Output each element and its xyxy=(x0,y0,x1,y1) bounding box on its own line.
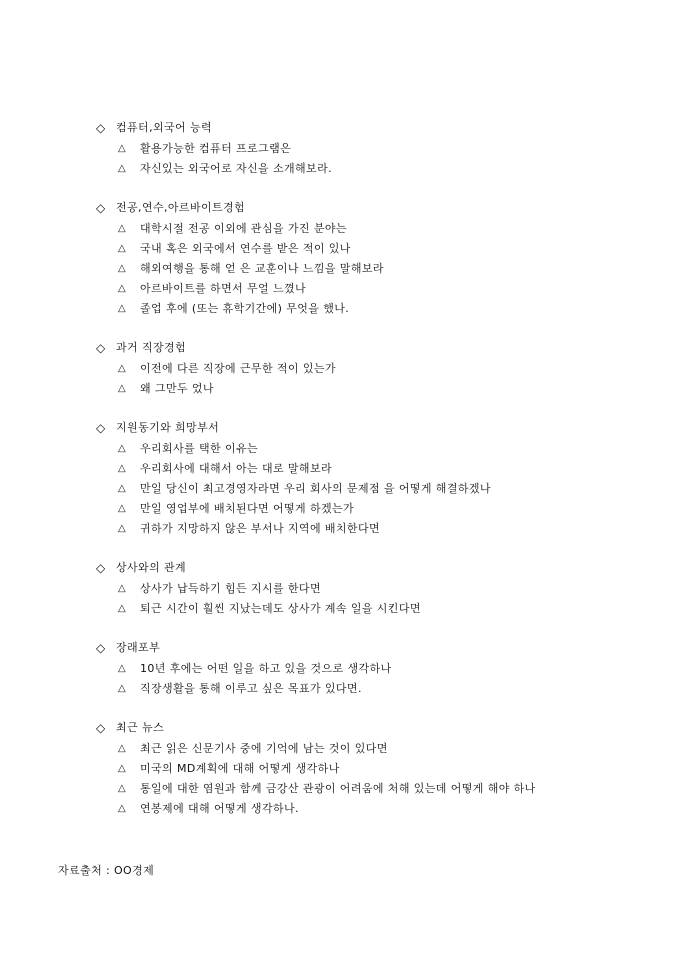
diamond-bullet-icon: ◇ xyxy=(96,201,106,215)
list-item xyxy=(96,599,656,619)
list-item xyxy=(96,579,656,599)
list-item-text: 귀하가 지망하지 않은 부서나 지역에 배치한다면 xyxy=(140,522,381,535)
list-item-text: 통일에 대한 염원과 함께 금강산 관광이 어려움에 처해 있는데 어떻게 해야 하나 xyxy=(140,782,536,795)
triangle-bullet-icon: △ xyxy=(118,263,127,274)
section-supervisor-relationship xyxy=(96,559,656,619)
section-heading xyxy=(96,199,656,217)
section-heading-text: 상사와의 관계 xyxy=(116,561,187,574)
list-item xyxy=(96,379,656,399)
list-item-text: 우리회사를 택한 이유는 xyxy=(140,442,259,455)
triangle-bullet-icon: △ xyxy=(118,803,127,814)
diamond-bullet-icon: ◇ xyxy=(96,561,106,575)
section-heading xyxy=(96,719,656,737)
list-item-text: 이전에 다른 직장에 근무한 적이 있는가 xyxy=(140,362,336,375)
triangle-bullet-icon: △ xyxy=(118,743,127,754)
list-item xyxy=(96,239,656,259)
diamond-bullet-icon: ◇ xyxy=(96,341,106,355)
triangle-bullet-icon: △ xyxy=(118,383,127,394)
list-item-text: 자신있는 외국어로 자신을 소개해보라. xyxy=(140,162,333,175)
list-item xyxy=(96,299,656,319)
section-heading-text: 전공,연수,아르바이트경험 xyxy=(116,201,246,214)
section-heading-text: 지원동기와 희망부서 xyxy=(116,421,220,434)
list-item-text: 10년 후에는 어떤 일을 하고 있을 것으로 생각하나 xyxy=(140,662,392,675)
list-item-text: 왜 그만두 었나 xyxy=(140,382,214,395)
triangle-bullet-icon: △ xyxy=(118,463,127,474)
list-item-text: 상사가 납득하기 힘든 지시를 한다면 xyxy=(140,582,321,595)
list-item-text: 최근 읽은 신문기사 중에 기억에 남는 것이 있다면 xyxy=(140,742,388,755)
list-item xyxy=(96,359,656,379)
triangle-bullet-icon: △ xyxy=(118,363,127,374)
section-motivation-department xyxy=(96,419,656,539)
list-item-text: 만일 영업부에 배치된다면 어떻게 하겠는가 xyxy=(140,502,355,515)
triangle-bullet-icon: △ xyxy=(118,483,127,494)
section-heading-text: 최근 뉴스 xyxy=(116,721,165,734)
diamond-bullet-icon: ◇ xyxy=(96,421,106,435)
list-item xyxy=(96,159,656,179)
list-item xyxy=(96,499,656,519)
triangle-bullet-icon: △ xyxy=(118,443,127,454)
list-item xyxy=(96,659,656,679)
source-citation: 자료출처 : OO경제 xyxy=(58,864,155,877)
list-item-text: 대학시절 전공 이외에 관심을 가진 분야는 xyxy=(140,222,347,235)
list-item xyxy=(96,779,656,799)
list-item-text: 졸업 후에 (또는 휴학기간에) 무엇을 했나. xyxy=(140,302,350,315)
diamond-bullet-icon: ◇ xyxy=(96,721,106,735)
triangle-bullet-icon: △ xyxy=(118,243,127,254)
list-item xyxy=(96,759,656,779)
triangle-bullet-icon: △ xyxy=(118,143,127,154)
triangle-bullet-icon: △ xyxy=(118,223,127,234)
list-item-text: 아르바이트를 하면서 무얼 느꼈나 xyxy=(140,282,307,295)
list-item xyxy=(96,279,656,299)
triangle-bullet-icon: △ xyxy=(118,163,127,174)
list-item xyxy=(96,479,656,499)
triangle-bullet-icon: △ xyxy=(118,663,127,674)
section-heading xyxy=(96,639,656,657)
triangle-bullet-icon: △ xyxy=(118,683,127,694)
section-heading xyxy=(96,339,656,357)
list-item xyxy=(96,459,656,479)
diamond-bullet-icon: ◇ xyxy=(96,121,106,135)
section-recent-news xyxy=(96,719,656,819)
list-item-text: 만일 당신이 최고경영자라면 우리 회사의 문제점 을 어떻게 해결하겠나 xyxy=(140,482,491,495)
list-item xyxy=(96,219,656,239)
section-heading-text: 컴퓨터,외국어 능력 xyxy=(116,121,213,134)
triangle-bullet-icon: △ xyxy=(118,303,127,314)
list-item-text: 우리회사에 대해서 아는 대로 말해보라 xyxy=(140,462,333,475)
list-item xyxy=(96,739,656,759)
section-heading xyxy=(96,419,656,437)
triangle-bullet-icon: △ xyxy=(118,503,127,514)
list-item xyxy=(96,679,656,699)
section-heading xyxy=(96,119,656,137)
list-item-text: 연봉제에 대해 어떻게 생각하나. xyxy=(140,802,299,815)
list-item-text: 퇴근 시간이 훨씬 지났는데도 상사가 계속 일을 시킨다면 xyxy=(140,602,421,615)
list-item xyxy=(96,439,656,459)
diamond-bullet-icon: ◇ xyxy=(96,641,106,655)
section-computer-language xyxy=(96,119,656,179)
triangle-bullet-icon: △ xyxy=(118,283,127,294)
section-past-work xyxy=(96,339,656,399)
list-item xyxy=(96,139,656,159)
interview-question-list xyxy=(96,119,656,839)
list-item xyxy=(96,259,656,279)
list-item-text: 활용가능한 컴퓨터 프로그램은 xyxy=(140,142,292,155)
list-item-text: 해외여행을 통해 얻 은 교훈이나 느낌을 말해보라 xyxy=(140,262,384,275)
list-item xyxy=(96,519,656,539)
triangle-bullet-icon: △ xyxy=(118,603,127,614)
list-item xyxy=(96,799,656,819)
list-item-text: 국내 혹은 외국에서 연수를 받은 적이 있나 xyxy=(140,242,351,255)
section-heading-text: 과거 직장경험 xyxy=(116,341,187,354)
triangle-bullet-icon: △ xyxy=(118,523,127,534)
section-future-goals xyxy=(96,639,656,699)
triangle-bullet-icon: △ xyxy=(118,763,127,774)
section-heading-text: 장래포부 xyxy=(116,641,161,654)
triangle-bullet-icon: △ xyxy=(118,583,127,594)
section-major-training-parttime xyxy=(96,199,656,319)
triangle-bullet-icon: △ xyxy=(118,783,127,794)
list-item-text: 미국의 MD계획에 대해 어떻게 생각하나 xyxy=(140,762,340,775)
list-item-text: 직장생활을 통해 이루고 싶은 목표가 있다면. xyxy=(140,682,362,695)
section-heading xyxy=(96,559,656,577)
